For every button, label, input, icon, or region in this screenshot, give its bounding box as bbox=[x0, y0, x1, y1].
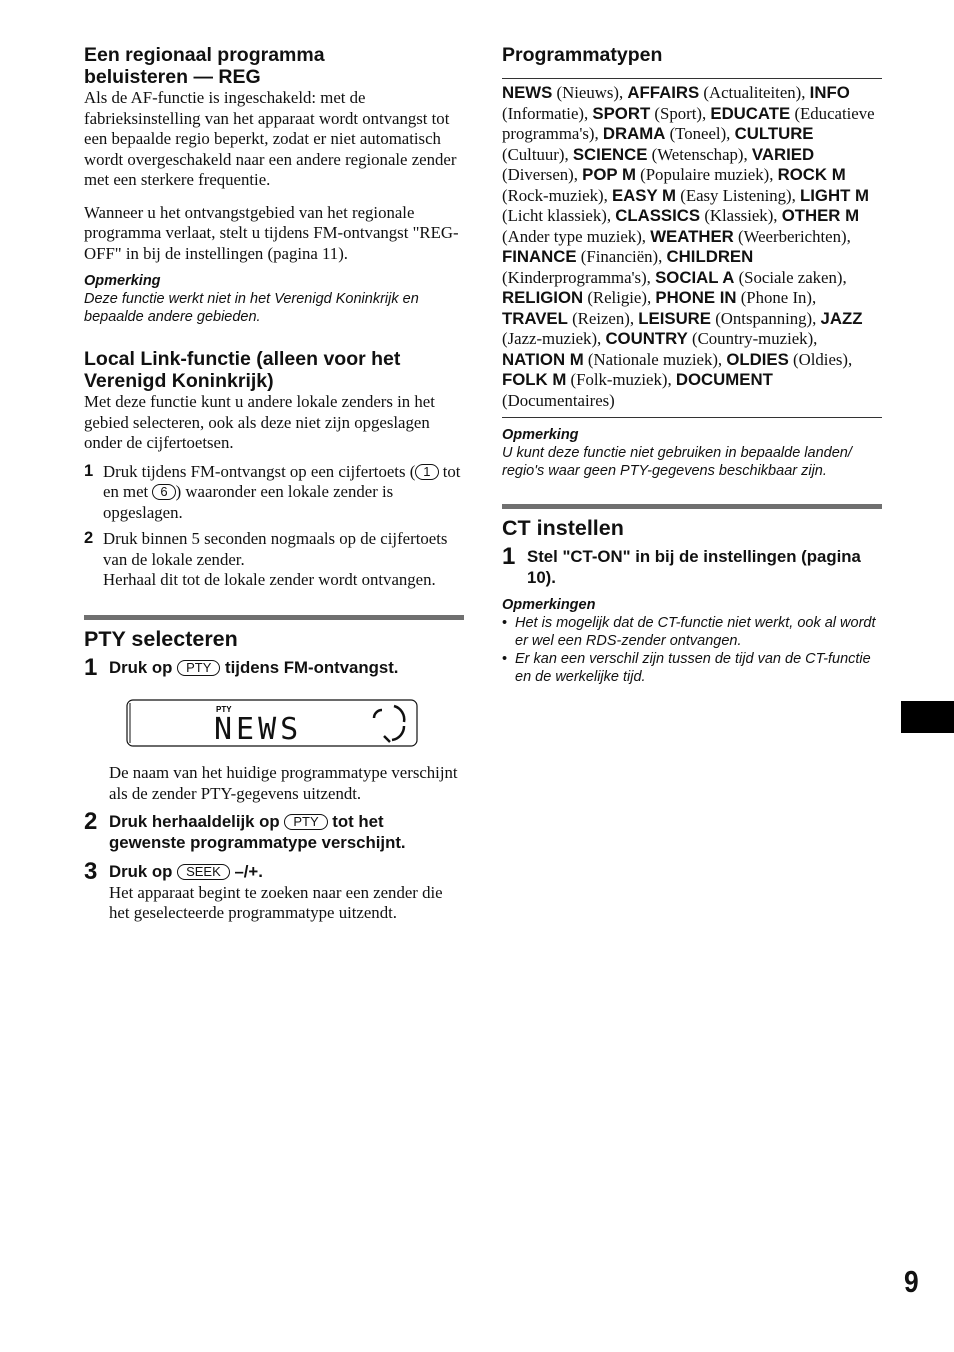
types-list bbox=[502, 83, 882, 411]
types-note-text: U kunt deze functie niet gebruiken in bepaalde landen/ regio's waar geen PTY-gegevens beschikbaar zijn. bbox=[502, 445, 852, 479]
ct-notes-title: Opmerkingen bbox=[502, 597, 596, 613]
ct-heading: CT instellen bbox=[502, 516, 624, 540]
ct-step-1 bbox=[502, 543, 882, 588]
step-text: ) waaronder een lokale zender is opgeslagen. bbox=[103, 482, 394, 522]
step-number: 2 bbox=[84, 808, 98, 835]
pty-type-description: (Licht klassiek), bbox=[502, 206, 612, 225]
section-divider bbox=[84, 615, 464, 620]
key-6-button: 6 bbox=[152, 484, 175, 500]
pty-step-1 bbox=[84, 653, 464, 681]
pty-type-description: (Nieuws), bbox=[556, 83, 624, 102]
reg-paragraph-1: Als de AF-functie is ingeschakeld: met de fabrieksinstelling van het apparaat wordt ontvangst tot een bepaalde regio beperkt, zodat er niet automatisch wordt overgeschakeld naar een andere regionale zender met een sterkere frequentie. bbox=[84, 88, 457, 189]
pty-type-code: POP M bbox=[582, 165, 636, 184]
pty-type-code: CLASSICS bbox=[615, 206, 701, 225]
pty-type-code: NEWS bbox=[502, 83, 553, 102]
pty-type-description: (Cultuur), bbox=[502, 144, 569, 164]
pty-type-description: (Actualiteiten), bbox=[703, 83, 806, 102]
pty-type-code: VARIED bbox=[751, 144, 815, 164]
pty-type-code: EASY M bbox=[611, 185, 677, 205]
page-number: 9 bbox=[904, 1264, 919, 1299]
pty-type-code: SPORT bbox=[592, 103, 651, 123]
pty-type-description: (Informatie), bbox=[502, 103, 589, 123]
pty-type-code: FOLK M bbox=[502, 370, 567, 389]
pty-type-code: TRAVEL bbox=[502, 308, 568, 328]
pty-type-code: SOCIAL A bbox=[655, 267, 735, 287]
pty-type-code: CULTURE bbox=[734, 124, 814, 143]
pty-type-description: (Toneel), bbox=[669, 124, 731, 143]
step-text: Druk tijdens FM-ontvangst op een cijfertoets bbox=[103, 461, 406, 481]
pty-type-description: (Financiën), bbox=[580, 247, 663, 266]
lcd-pty-label: PTY bbox=[216, 705, 232, 714]
step-number: 1 bbox=[84, 461, 94, 480]
pty-type-description: (Reizen), bbox=[572, 308, 635, 328]
pty-type-description: (Ander type muziek), bbox=[502, 226, 646, 246]
pty-type-code: LEISURE bbox=[638, 308, 711, 328]
pty-type-description: (Klassiek), bbox=[704, 206, 778, 225]
step-text: tijdens FM-ontvangst. bbox=[225, 657, 399, 677]
locallink-step-2 bbox=[84, 529, 464, 591]
reg-paragraph-2: Wanneer u het ontvangstgebied van het regionale programma verlaat, stelt u tijdens FM-ontvangst "REG-OFF" in bij de instellingen (pagina 11). bbox=[84, 202, 459, 263]
pty-type-description: (Rock-muziek), bbox=[502, 185, 608, 205]
step-number: 2 bbox=[84, 529, 94, 547]
types-bottom-rule bbox=[502, 417, 882, 418]
pty-step-3 bbox=[84, 858, 464, 924]
pty-type-description: (Easy Listening), bbox=[680, 185, 796, 205]
pty-type-code: OLDIES bbox=[726, 349, 789, 369]
pty-step-3-text bbox=[109, 862, 464, 883]
pty-type-code: DOCUMENT bbox=[675, 370, 773, 389]
step-number: 3 bbox=[84, 858, 98, 885]
pty-type-code: AFFAIRS bbox=[627, 83, 700, 102]
step-text: Druk herhaaldelijk op bbox=[109, 812, 280, 831]
pty-type-description: (Phone In), bbox=[740, 288, 817, 307]
pty-type-code: EDUCATE bbox=[710, 103, 791, 123]
types-top-rule bbox=[502, 78, 882, 79]
locallink-step-1-text bbox=[103, 462, 464, 524]
step-text: tot en met bbox=[103, 461, 461, 501]
pty-step-2 bbox=[84, 808, 464, 853]
pty-type-code: JAZZ bbox=[820, 308, 863, 328]
pty-type-description: (Educatieve programma's), bbox=[502, 103, 875, 143]
pty-type-description: (Sociale zaken), bbox=[738, 267, 847, 287]
key-1-button: 1 bbox=[415, 464, 438, 480]
pty-type-code: SCIENCE bbox=[572, 144, 648, 164]
ct-note-2: • Er kan een verschil zijn tussen de tijd van de CT-functie en de werkelijke tijd. bbox=[502, 650, 882, 686]
pty-description: De naam van het huidige programmatype verschijnt als de zender PTY-gegevens uitzendt. bbox=[109, 763, 458, 803]
pty-key: PTY bbox=[284, 814, 327, 830]
pty-type-code: OTHER M bbox=[781, 206, 860, 225]
pty-type-description: (Sport), bbox=[654, 103, 707, 123]
pty-type-code: NATION M bbox=[502, 349, 584, 369]
paren: ( bbox=[409, 461, 416, 481]
locallink-intro: Met deze functie kunt u andere lokale zenders in het gebied selecteren, ook als deze niet zijn opgeslagen onder de cijfertoetsen. bbox=[84, 392, 435, 452]
pty-step-3-description: Het apparaat begint te zoeken naar een zender die het geselecteerde programmatype uitzendt. bbox=[109, 882, 443, 922]
seek-key: SEEK bbox=[177, 864, 230, 880]
lcd-display-graphic bbox=[126, 698, 418, 748]
pty-step-1-text bbox=[109, 658, 464, 679]
reg-note-text: Deze functie werkt niet in het Verenigd Koninkrijk en bepaalde andere gebieden. bbox=[84, 291, 419, 325]
types-heading: Programmatypen bbox=[502, 44, 663, 66]
step-text: tot het gewenste programmatype verschijnt. bbox=[109, 812, 406, 852]
lcd-news-text: NEWS bbox=[214, 712, 303, 747]
locallink-heading bbox=[84, 348, 464, 392]
pty-type-description: (Populaire muziek), bbox=[640, 165, 774, 184]
pty-type-code: LIGHT M bbox=[800, 185, 869, 205]
reg-note-title: Opmerking bbox=[84, 273, 161, 289]
ct-step-1-text: Stel "CT-ON" in bij de instellingen (pagina 10). bbox=[527, 547, 861, 587]
pty-type-code: DRAMA bbox=[602, 124, 666, 143]
pty-type-code: INFO bbox=[809, 83, 850, 102]
pty-type-code: FINANCE bbox=[502, 247, 577, 266]
pty-type-description: (Diversen), bbox=[502, 165, 578, 184]
pty-type-description: (Weerberichten), bbox=[738, 226, 851, 246]
locallink-step-2-text: Druk binnen 5 seconden nogmaals op de cijfertoets van de lokale zender. bbox=[103, 529, 448, 569]
pty-type-description: (Country-muziek), bbox=[692, 329, 818, 348]
step-number: 1 bbox=[84, 653, 98, 681]
pty-step-2-text bbox=[109, 812, 464, 853]
pty-type-code: RELIGION bbox=[502, 288, 584, 307]
pty-type-description: (Ontspanning), bbox=[715, 308, 817, 328]
locallink-step-2-text-b: Herhaal dit tot de lokale zender wordt ontvangen. bbox=[103, 570, 436, 589]
right-column bbox=[502, 44, 882, 686]
step-text: Druk op bbox=[109, 862, 173, 881]
step-number: 1 bbox=[502, 543, 516, 570]
locallink-step-1 bbox=[84, 462, 464, 524]
locallink-heading-line1: Local Link-functie (alleen voor het bbox=[84, 348, 401, 370]
pty-type-description: (Nationale muziek), bbox=[587, 349, 723, 369]
reg-heading-line2: beluisteren — REG bbox=[84, 66, 261, 88]
section-tab-marker bbox=[901, 701, 954, 733]
types-note-title: Opmerking bbox=[502, 427, 579, 443]
ct-note-1: • Het is mogelijk dat de CT-functie niet werkt, ook al wordt er wel een RDS-zender ontvangen. bbox=[502, 614, 882, 650]
pty-type-description: (Folk-muziek), bbox=[570, 370, 672, 389]
pty-type-description: (Jazz-muziek), bbox=[502, 329, 602, 348]
pty-heading: PTY selecteren bbox=[84, 626, 238, 651]
pty-type-description: (Kinderprogramma's), bbox=[502, 267, 651, 287]
pty-type-code: WEATHER bbox=[650, 226, 734, 246]
pty-key: PTY bbox=[177, 660, 220, 676]
step-text: –/+. bbox=[234, 862, 263, 881]
reg-heading-line1: Een regionaal programma bbox=[84, 44, 325, 66]
pty-type-code: PHONE IN bbox=[655, 288, 737, 307]
pty-type-description: (Wetenschap), bbox=[651, 144, 748, 164]
reg-heading bbox=[84, 44, 464, 88]
section-divider bbox=[502, 504, 882, 509]
left-column bbox=[84, 44, 464, 924]
pty-type-description: (Religie), bbox=[587, 288, 652, 307]
pty-type-code: COUNTRY bbox=[605, 329, 688, 348]
locallink-heading-line2: Verenigd Koninkrijk) bbox=[84, 370, 274, 392]
pty-type-code: ROCK M bbox=[777, 165, 846, 184]
lcd-display bbox=[84, 698, 464, 753]
pty-type-code: CHILDREN bbox=[666, 247, 754, 266]
pty-type-description: (Documentaires) bbox=[502, 390, 615, 410]
pty-type-description: (Oldies), bbox=[793, 349, 853, 369]
step-text: Druk op bbox=[109, 657, 173, 677]
